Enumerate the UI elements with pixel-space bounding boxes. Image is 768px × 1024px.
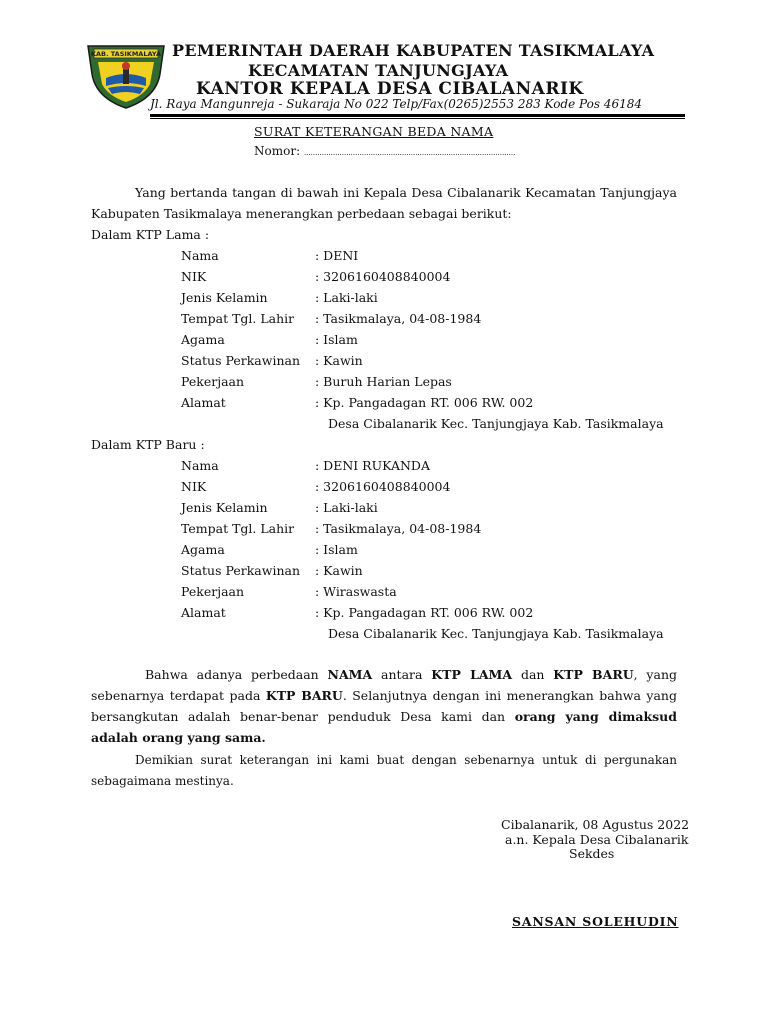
statement-bold-nama: NAMA — [327, 667, 373, 682]
letterhead-district: KECAMATAN TANJUNGJAYA — [248, 61, 509, 80]
field-label: Agama — [181, 542, 225, 557]
letter-title: SURAT KETERANGAN BEDA NAMA — [254, 124, 494, 139]
field-value: : Wiraswasta — [315, 584, 397, 599]
letterhead-divider-thick — [150, 114, 685, 117]
nomor-label: Nomor: — [254, 144, 301, 158]
field-label: Alamat — [181, 605, 226, 620]
field-value: : Islam — [315, 332, 358, 347]
field-label: Nama — [181, 458, 219, 473]
ktp-baru-heading: Dalam KTP Baru : — [91, 437, 205, 452]
field-value: : Tasikmalaya, 04-08-1984 — [315, 311, 482, 326]
field-value: : Kawin — [315, 353, 363, 368]
statement-bold-ktp-baru-2: KTP BARU — [265, 688, 343, 703]
field-value: : Islam — [315, 542, 358, 557]
signature-on-behalf: a.n. Kepala Desa Cibalanarik — [505, 832, 689, 847]
field-value: : Kp. Pangadagan RT. 006 RW. 002 — [315, 605, 534, 620]
signatory-name: SANSAN SOLEHUDIN — [512, 914, 679, 929]
ktp-baru-address-line2: Desa Cibalanarik Kec. Tanjungjaya Kab. Tasikmalaya — [328, 626, 664, 641]
field-value: : Buruh Harian Lepas — [315, 374, 452, 389]
field-label: Tempat Tgl. Lahir — [181, 311, 295, 326]
signature-place-date: Cibalanarik, 08 Agustus 2022 — [501, 817, 690, 832]
field-value: : 3206160408840004 — [315, 269, 451, 284]
field-label: Status Perkawinan — [181, 353, 301, 368]
field-value: : 3206160408840004 — [315, 479, 451, 494]
ktp-lama-heading: Dalam KTP Lama : — [91, 227, 210, 242]
field-value: : Tasikmalaya, 04-08-1984 — [315, 521, 482, 536]
field-label: Alamat — [181, 395, 226, 410]
field-label: Agama — [181, 332, 225, 347]
field-label: NIK — [181, 269, 207, 284]
statement-paragraph — [91, 664, 677, 748]
field-label: Jenis Kelamin — [181, 500, 268, 515]
letterhead-office: KANTOR KEPALA DESA CIBALANARIK — [196, 79, 584, 99]
field-label: Status Perkawinan — [181, 563, 301, 578]
field-label: Nama — [181, 248, 219, 263]
letterhead-address: Jl. Raya Mangunreja - Sukaraja No 022 Telp/Fax(0265)2553 283 Kode Pos 46184 — [150, 97, 642, 111]
field-value: : DENI RUKANDA — [315, 458, 430, 473]
statement-bold-conclusion: orang yang dimaksud adalah orang yang sama. — [91, 709, 677, 745]
field-label: Tempat Tgl. Lahir — [181, 521, 295, 536]
field-label: NIK — [181, 479, 207, 494]
statement-text: , yang sebenarnya terdapat pada — [91, 667, 677, 703]
field-label: Pekerjaan — [181, 374, 245, 389]
field-label: Pekerjaan — [181, 584, 245, 599]
statement-bold-ktp-baru: KTP BARU — [553, 667, 634, 682]
letterhead-divider-thin — [150, 118, 685, 119]
field-value: : DENI — [315, 248, 359, 263]
letterhead-government: PEMERINTAH DAERAH KABUPATEN TASIKMALAYA — [172, 41, 655, 60]
statement-bold-ktp-lama: KTP LAMA — [431, 667, 513, 682]
intro-paragraph: Yang bertanda tangan di bawah ini Kepala Desa Cibalanarik Kecamatan Tanjungjaya Kabupaten Tasikmalaya menerangkan perbedaan sebagai berikut: — [91, 185, 677, 221]
field-value: : Laki-laki — [315, 290, 378, 305]
statement-text: Bahwa adanya perbedaan — [145, 667, 328, 682]
ktp-lama-address-line2: Desa Cibalanarik Kec. Tanjungjaya Kab. Tasikmalaya — [328, 416, 664, 431]
signature-role: Sekdes — [569, 846, 615, 861]
statement-text: . Selanjutnya dengan ini menerangkan bahwa yang bersangkutan adalah benar-benar penduduk Desa kami dan — [91, 688, 677, 724]
field-value: : Laki-laki — [315, 500, 378, 515]
nomor-dots: ............................................................................................... — [303, 149, 516, 157]
closing-paragraph: Demikian surat keterangan ini kami buat dengan sebenarnya untuk di pergunakan sebagaimana mestinya. — [91, 753, 677, 788]
statement-text: dan — [512, 667, 554, 682]
field-value: : Kawin — [315, 563, 363, 578]
field-label: Jenis Kelamin — [181, 290, 268, 305]
emblem-label: KAB. TASIKMALAYA — [90, 50, 162, 58]
field-value: : Kp. Pangadagan RT. 006 RW. 002 — [315, 395, 534, 410]
letter-number — [254, 144, 515, 158]
statement-text: antara — [372, 667, 432, 682]
